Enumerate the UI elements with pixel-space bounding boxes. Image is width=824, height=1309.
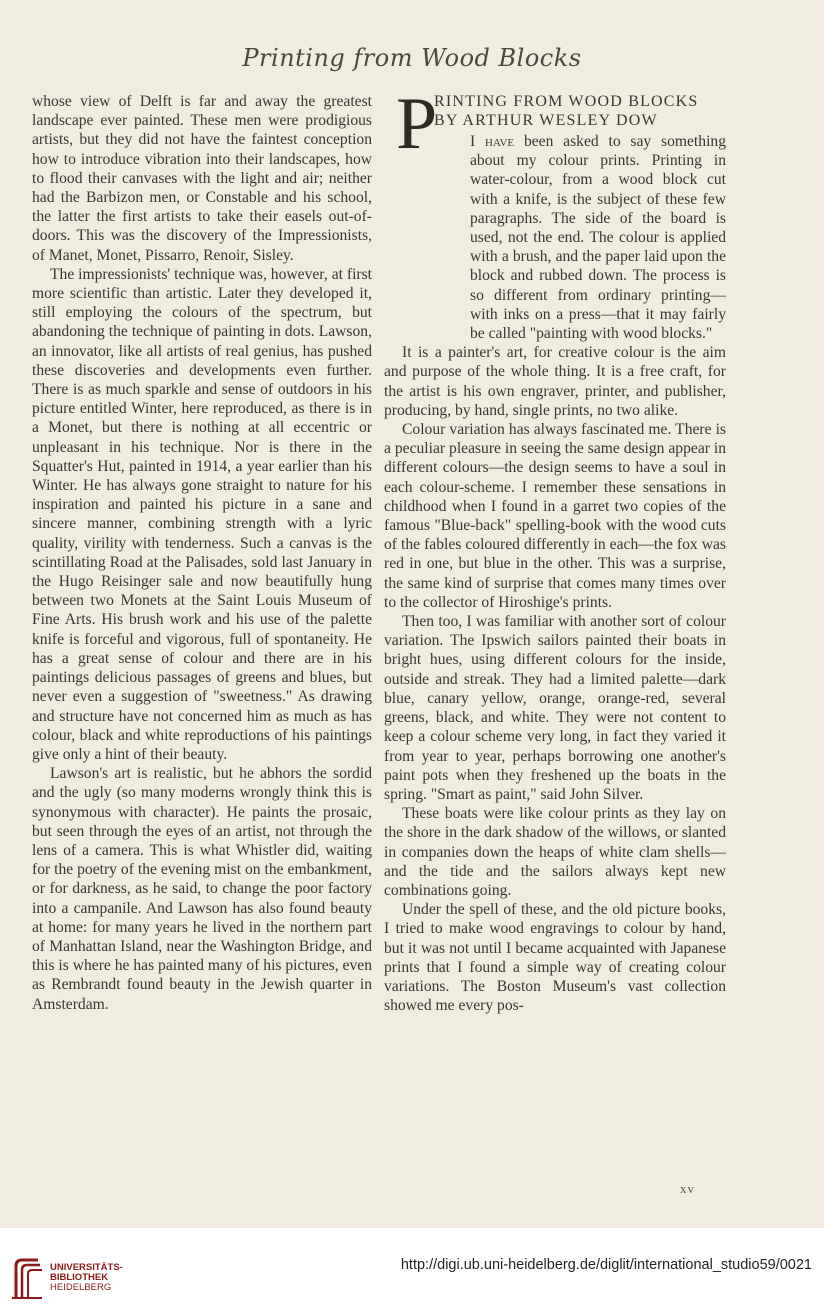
opening-smallcaps: I have bbox=[470, 133, 515, 150]
library-name bbox=[50, 1263, 123, 1293]
page-number: xv bbox=[680, 1181, 695, 1196]
article-title-block bbox=[384, 83, 726, 165]
left-paragraph-2: The impressionists' technique was, however, at first more scientific than artistic. Later they developed it, still employing the colours of the spectrum, but abandoning the technique of painting in dots. Lawson, an innovator, like all artists of real genius, has pushed these discoveries and developments even further. There is as much sparkle and sense of outdoors in his picture entitled Winter, here reproduced, as there is in a Monet, but there is nothing at all eccentric or unpleasant in his technique. Nor is there in the Squatter's Hut, painted in 1914, a year earlier than his Winter. He has always gone straight to nature for his inspiration and painted his picture in a sane and sincere manner, combining strength with a lyric quality, virility with tenderness. Such a canvas is the scintillating Road at the Palisades, sold last January in the Hugo Reisinger sale and now beautifully hung between two Monets at the Saint Louis Museum of Fine Arts. His brush work and his use of the palette knife is forceful and vigorous, full of spontaneity. He has a great sense of colour and there are in his paintings delicious passages of greens and blues, but never even a suggestion of "sweetness." As drawing and structure have not concerned him as much as has colour, black and white reproductions of his paintings give only a hint of their beauty. bbox=[32, 265, 372, 763]
left-paragraph-1: whose view of Delft is far and away the greatest landscape ever painted. These men were prodigious artists, but they did not have the faintest conception how to introduce vibration into their landscapes, how to flood their canvases with the light and air; neither had the Barbizon men, or Constable and his school, the latter the first artists to take their easels out-of-doors. This was the discovery of the Impressionists, of Manet, Monet, Pissarro, Renoir, Sisley. bbox=[32, 93, 372, 264]
right-paragraph-2: Colour variation has always fascinated me. There is a peculiar pleasure in seeing the same design appear in different colours—the design seems to have a soul in each colour-scheme. I remember these sensations in childhood when I found in a garret two copies of the famous "Blue-back" spelling-book with the wood cuts of the fables coloured differently in each—the fox was red in one, but blue in the other. This was a surprise, the same kind of surprise that comes many times over to the collector of Hiroshige's prints. bbox=[384, 421, 726, 611]
right-column bbox=[384, 83, 726, 1015]
library-line-3: HEIDELBERG bbox=[50, 1282, 112, 1293]
library-logo-icon bbox=[10, 1258, 44, 1300]
left-paragraph-3: Lawson's art is realistic, but he abhors the sordid and the ugly (so many moderns wrongly think this is synonymous with character). He paints the prosaic, but seen through the eyes of an artist, not through the lens of a camera. This is what Whistler did, waiting for the poetry of the evening mist on the embankment, or for darkness, as he said, to change the poor factory into a campanile. And Lawson has also found beauty at home: for many years he lived in the northern part of Manhattan Island, near the Washington Bridge, and this is where he has painted many of his pictures, even as Rembrandt found beauty in the Jewish quarter in Amsterdam. bbox=[32, 765, 372, 1013]
left-column bbox=[32, 92, 372, 1014]
library-line-2: BIBLIOTHEK bbox=[50, 1272, 109, 1283]
right-paragraph-5: Under the spell of these, and the old picture books, I tried to make wood engravings to colour by hand, but it was not until I became acquainted with Japanese prints that I found a simple way of creating colour variations. The Boston Museum's vast collection showed me every pos- bbox=[384, 901, 726, 1015]
drop-cap: P bbox=[396, 83, 438, 165]
article-byline: BY ARTHUR WESLEY DOW bbox=[434, 112, 658, 129]
opening-text: been asked to say something about my colour prints. Printing in water-colour, from a wood block cut with a knife, is the subject of these few paragraphs. The side of the board is used, not the end. The colour is applied with a brush, and the paper laid upon the block and rubbed down. The process is so different from ordinary printing—with inks on a press—that it may fairly be called "painting with wood blocks." bbox=[470, 133, 726, 343]
source-url[interactable]: http://digi.ub.uni-heidelberg.de/diglit/international_studio59/0021 bbox=[400, 1257, 812, 1273]
right-paragraph-3: Then too, I was familiar with another sort of colour variation. The Ipswich sailors painted their boats in bright hues, using different colours for the inside, outside and streak. They had a limited palette—dark blue, canary yellow, orange, orange-red, several greens, black, and white. They were not content to keep a colour scheme very long, in fact they varied it from year to year, perhaps borrowing one another's paint pots when they freshened up the boats in the spring. "Smart as paint," said John Silver. bbox=[384, 613, 726, 803]
running-head: Printing from Wood Blocks bbox=[242, 44, 582, 72]
library-line-1: UNIVERSITÄTS- bbox=[50, 1262, 123, 1273]
footer-bar bbox=[0, 1228, 824, 1309]
right-paragraph-4: These boats were like colour prints as they lay on the shore in the dark shadow of the willows, or slanted in companies down the heaps of white clam shells—and the tide and the sailors always kept new combinations going. bbox=[384, 805, 726, 899]
right-paragraph-1: It is a painter's art, for creative colour is the aim and purpose of the whole thing. It is a free craft, for the artist is his own engraver, printer, and publisher, producing, by hand, single prints, no two alike. bbox=[384, 344, 726, 419]
article-title: RINTING FROM WOOD BLOCKS bbox=[434, 93, 699, 110]
